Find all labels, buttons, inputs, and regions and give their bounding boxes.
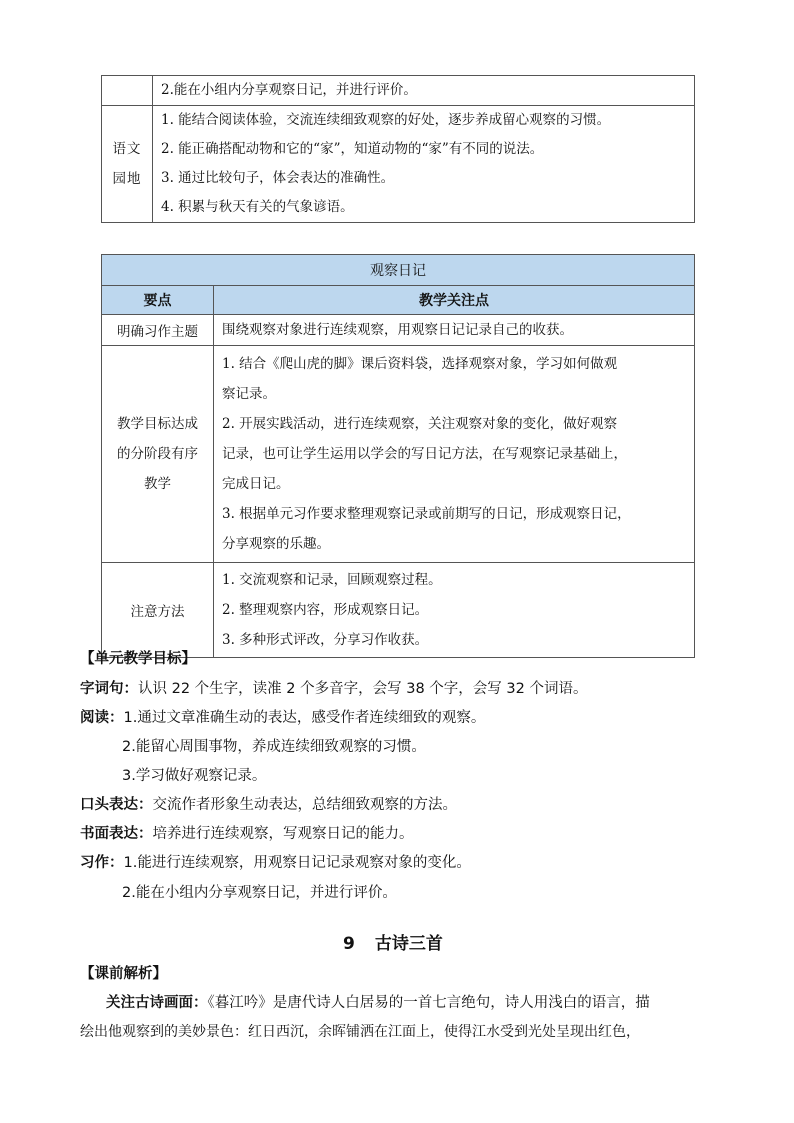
table2-row2-key: 教学目标达成 的分阶段有序 教学 — [102, 346, 214, 563]
table1-label-yuwenyuandi: 语文 园地 — [102, 106, 153, 223]
pre-analysis-heading: 【课前解析】 — [80, 966, 167, 982]
table1-item-1: 1. 能结合阅读体验，交流连续细致观察的好处，逐步养成留心观察的习惯。 — [161, 112, 611, 128]
goal-reading-3: 3.学习做好观察记录。 — [122, 768, 267, 784]
goal-xizuo-1: 习作：1.能进行连续观察，用观察日记记录观察对象的变化。 — [80, 855, 471, 871]
table2-col-keypoints: 要点 — [102, 286, 214, 315]
observation-diary-table — [101, 254, 695, 658]
table2-row2-text: 1. 结合《爬山虎的脚》课后资料袋，选择观察对象，学习如何做观 察记录。 2. 开展实践活动，进行连续观察，关注观察对象的变化，做好观察 记录，也可让学生运用以学会的写日记方法，在写观察记录基础上， 完成日记。 3. 根据单元习作要求整理观察记录或前期写的日记，形成观察日记， 分享观察的乐趣。 — [214, 346, 695, 563]
table1-item-2: 2. 能正确搭配动物和它的“家”，知道动物的“家”有不同的说法。 — [161, 141, 544, 157]
unit-goals-heading: 【单元教学目标】 — [80, 651, 196, 667]
goal-xizuo-2: 2.能在小组内分享观察日记，并进行评价。 — [122, 885, 397, 901]
table1-row0-text: 2.能在小组内分享观察日记，并进行评价。 — [161, 82, 417, 98]
table2-title: 观察日记 — [102, 255, 695, 286]
goal-reading-1: 阅读：1.通过文章准确生动的表达，感受作者连续细致的观察。 — [80, 710, 486, 726]
lesson-paragraph-line1: 关注古诗画面：《暮江吟》是唐代诗人白居易的一首七言绝句，诗人用浅白的语言，描 — [106, 995, 650, 1011]
table1-item-3: 3. 通过比较句子，体会表达的准确性。 — [161, 170, 395, 186]
goal-written: 书面表达：培养进行连续观察，写观察日记的能力。 — [80, 826, 414, 842]
table2-row3-key: 注意方法 — [102, 563, 214, 658]
table2-col-focus: 教学关注点 — [214, 286, 695, 315]
goal-reading-2: 2.能留心周围事物，养成连续细致观察的习惯。 — [122, 739, 426, 755]
lesson-paragraph-line2: 绘出他观察到的美妙景色：红日西沉，余晖铺洒在江面上，使得江水受到光处呈现出红色， — [80, 1024, 640, 1040]
language-garden-table — [101, 75, 695, 223]
table1-empty-label — [102, 76, 153, 106]
goal-ciju: 字词句：认识 22 个生字，读准 2 个多音字，会写 38 个字，会写 32 个词语。 — [80, 681, 588, 697]
table2-row1-key: 明确习作主题 — [102, 315, 214, 346]
table1-item-4: 4. 积累与秋天有关的气象谚语。 — [161, 199, 354, 215]
goal-oral: 口头表达：交流作者形象生动表达，总结细致观察的方法。 — [80, 797, 457, 813]
lesson-title: 9 古诗三首 — [343, 934, 443, 954]
table2-row1-text: 围绕观察对象进行连续观察，用观察日记记录自己的收获。 — [222, 322, 573, 338]
table2-row3-text: 1. 交流观察和记录，回顾观察过程。 2. 整理观察内容，形成观察日记。 3. 多种形式评改，分享习作收获。 — [214, 563, 695, 658]
